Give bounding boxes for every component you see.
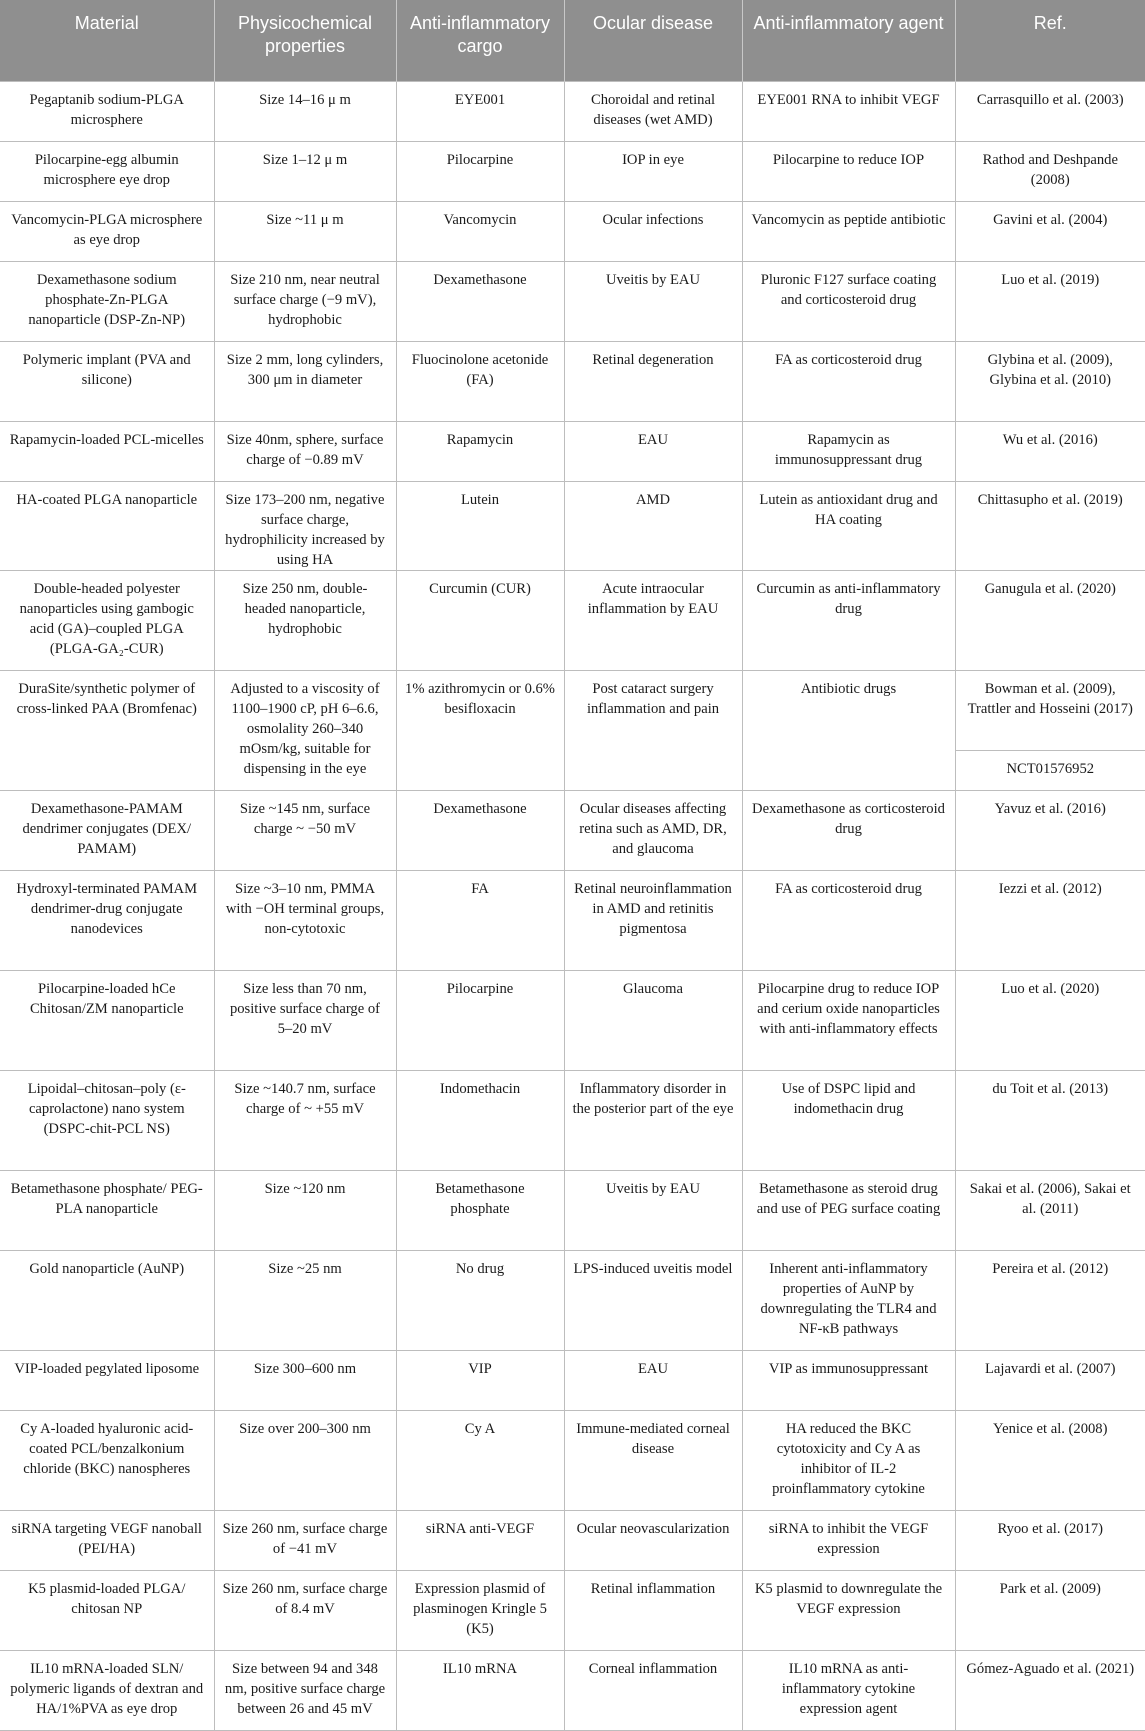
cell-properties: Size ~11 μ m [214,201,396,261]
cell-material: Pegaptanib sodium-PLGA microsphere [0,81,214,141]
table-body [0,81,1145,1730]
cell-material: Cy A-loaded hyaluronic acid-coated PCL/benzalkonium chloride (BKC) nanospheres [0,1410,214,1510]
cell-agent: IL10 mRNA as anti-inflammatory cytokine expression agent [742,1650,955,1730]
cell-agent: Pilocarpine drug to reduce IOP and cerium oxide nanoparticles with anti-inflammatory effects [742,970,955,1070]
cell-ref: Ganugula et al. (2020) [955,570,1145,670]
cell-cargo: Fluocinolone acetonide (FA) [396,341,564,421]
table-row [0,670,1145,750]
cell-disease: Inflammatory disorder in the posterior part of the eye [564,1070,742,1170]
cell-ref: Luo et al. (2020) [955,970,1145,1070]
table-row [0,1570,1145,1650]
column-header-disease: Ocular disease [564,0,742,81]
cell-cargo: Dexamethasone [396,790,564,870]
cell-agent: EYE001 RNA to inhibit VEGF [742,81,955,141]
cell-disease: IOP in eye [564,141,742,201]
cell-cargo: Indomethacin [396,1070,564,1170]
cell-properties: Size 2 mm, long cylinders, 300 μm in diameter [214,341,396,421]
cell-cargo: Expression plasmid of plasminogen Kringle 5 (K5) [396,1570,564,1650]
cell-cargo: Cy A [396,1410,564,1510]
cell-material: DuraSite/synthetic polymer of cross-linked PAA (Bromfenac) [0,670,214,790]
cell-disease: Ocular diseases affecting retina such as AMD, DR, and glaucoma [564,790,742,870]
cell-properties: Size ~3–10 nm, PMMA with −OH terminal groups, non-cytotoxic [214,870,396,970]
cell-material: Rapamycin-loaded PCL-micelles [0,421,214,481]
cell-agent: VIP as immunosuppressant [742,1350,955,1410]
cell-ref-secondary: NCT01576952 [955,750,1145,790]
cell-properties: Size 1–12 μ m [214,141,396,201]
cell-material: Betamethasone phosphate/ PEG-PLA nanoparticle [0,1170,214,1250]
cell-disease: EAU [564,1350,742,1410]
cell-properties: Size ~145 nm, surface charge ~ −50 mV [214,790,396,870]
table-row [0,1070,1145,1170]
cell-properties: Size ~25 nm [214,1250,396,1350]
cell-material: Hydroxyl-terminated PAMAM dendrimer-drug conjugate nanodevices [0,870,214,970]
cell-material: HA-coated PLGA nanoparticle [0,481,214,570]
cell-properties: Size 210 nm, near neutral surface charge (−9 mV), hydrophobic [214,261,396,341]
table-row [0,1510,1145,1570]
cell-material: siRNA targeting VEGF nanoball (PEI/HA) [0,1510,214,1570]
column-header-properties: Physicochemical properties [214,0,396,81]
cell-ref: Bowman et al. (2009), Trattler and Hosseini (2017) [955,670,1145,750]
cell-material: K5 plasmid-loaded PLGA/ chitosan NP [0,1570,214,1650]
table-row [0,341,1145,421]
cell-disease: Retinal inflammation [564,1570,742,1650]
cell-ref: du Toit et al. (2013) [955,1070,1145,1170]
cell-properties: Size over 200–300 nm [214,1410,396,1510]
cell-ref: Wu et al. (2016) [955,421,1145,481]
cell-ref: Carrasquillo et al. (2003) [955,81,1145,141]
header-row [0,0,1145,81]
column-header-ref: Ref. [955,0,1145,81]
cell-ref: Iezzi et al. (2012) [955,870,1145,970]
cell-disease: Post cataract surgery inflammation and pain [564,670,742,790]
cell-ref: Ryoo et al. (2017) [955,1510,1145,1570]
cell-material: VIP-loaded pegylated liposome [0,1350,214,1410]
cell-disease: Retinal neuroinflammation in AMD and retinitis pigmentosa [564,870,742,970]
table-row [0,870,1145,970]
column-header-material: Material [0,0,214,81]
cell-disease: LPS-induced uveitis model [564,1250,742,1350]
cell-disease: EAU [564,421,742,481]
cell-cargo: Betamethasone phosphate [396,1170,564,1250]
table-row [0,141,1145,201]
cell-material: Dexamethasone sodium phosphate-Zn-PLGA nanoparticle (DSP-Zn-NP) [0,261,214,341]
cell-ref: Park et al. (2009) [955,1570,1145,1650]
cell-agent: FA as corticosteroid drug [742,870,955,970]
cell-cargo: Curcumin (CUR) [396,570,564,670]
cell-ref: Glybina et al. (2009), Glybina et al. (2010) [955,341,1145,421]
cell-ref: Pereira et al. (2012) [955,1250,1145,1350]
column-header-cargo: Anti-inflammatory cargo [396,0,564,81]
cell-properties: Size between 94 and 348 nm, positive surface charge between 26 and 45 mV [214,1650,396,1730]
cell-material: Dexamethasone-PAMAM dendrimer conjugates (DEX/ PAMAM) [0,790,214,870]
cell-properties: Size 40nm, sphere, surface charge of −0.89 mV [214,421,396,481]
cell-properties: Size ~140.7 nm, surface charge of ~ +55 mV [214,1070,396,1170]
table-row [0,1250,1145,1350]
cell-agent: Rapamycin as immunosuppressant drug [742,421,955,481]
cell-disease: Ocular neovascularization [564,1510,742,1570]
table-row [0,1170,1145,1250]
table-row [0,1650,1145,1730]
cell-ref: Chittasupho et al. (2019) [955,481,1145,570]
cell-cargo: siRNA anti-VEGF [396,1510,564,1570]
cell-disease: Retinal degeneration [564,341,742,421]
cell-cargo: Vancomycin [396,201,564,261]
cell-disease: Choroidal and retinal diseases (wet AMD) [564,81,742,141]
cell-material: Pilocarpine-loaded hCe Chitosan/ZM nanoparticle [0,970,214,1070]
cell-disease: Uveitis by EAU [564,261,742,341]
cell-agent: siRNA to inhibit the VEGF expression [742,1510,955,1570]
cell-agent: Lutein as antioxidant drug and HA coating [742,481,955,570]
cell-disease: Corneal inflammation [564,1650,742,1730]
cell-ref: Yavuz et al. (2016) [955,790,1145,870]
table-row [0,201,1145,261]
cell-material: Lipoidal–chitosan–poly (ε-caprolactone) nano system (DSPC-chit-PCL NS) [0,1070,214,1170]
cell-disease: Glaucoma [564,970,742,1070]
cell-properties: Size 260 nm, surface charge of 8.4 mV [214,1570,396,1650]
cell-agent: Use of DSPC lipid and indomethacin drug [742,1070,955,1170]
table-row [0,1350,1145,1410]
cell-disease: Ocular infections [564,201,742,261]
table-row [0,1410,1145,1510]
table-row [0,81,1145,141]
table-row [0,790,1145,870]
cell-agent: Dexamethasone as corticosteroid drug [742,790,955,870]
cell-cargo: 1% azithromycin or 0.6% besifloxacin [396,670,564,790]
table-row [0,421,1145,481]
cell-agent: Vancomycin as peptide antibiotic [742,201,955,261]
cell-disease: AMD [564,481,742,570]
cell-agent: FA as corticosteroid drug [742,341,955,421]
cell-cargo: Pilocarpine [396,970,564,1070]
cell-ref: Rathod and Deshpande (2008) [955,141,1145,201]
cell-material: Double-headed polyester nanoparticles using gambogic acid (GA)–coupled PLGA (PLGA-GA₂-CUR) [0,570,214,670]
cell-material: IL10 mRNA-loaded SLN/ polymeric ligands of dextran and HA/1%PVA as eye drop [0,1650,214,1730]
cell-material: Pilocarpine-egg albumin microsphere eye drop [0,141,214,201]
cell-properties: Size 250 nm, double-headed nanoparticle, hydrophobic [214,570,396,670]
cell-cargo: FA [396,870,564,970]
cell-material: Gold nanoparticle (AuNP) [0,1250,214,1350]
cell-disease: Uveitis by EAU [564,1170,742,1250]
cell-disease: Immune-mediated corneal disease [564,1410,742,1510]
table-row [0,261,1145,341]
cell-ref: Gómez-Aguado et al. (2021) [955,1650,1145,1730]
cell-agent: HA reduced the BKC cytotoxicity and Cy A as inhibitor of IL-2 proinflammatory cytokine [742,1410,955,1510]
cell-cargo: Lutein [396,481,564,570]
cell-properties: Size less than 70 nm, positive surface charge of 5–20 mV [214,970,396,1070]
cell-properties: Adjusted to a viscosity of 1100–1900 cP, pH 6–6.6, osmolality 260–340 mOsm/kg, suitable for dispensing in the eye [214,670,396,790]
cell-properties: Size 260 nm, surface charge of −41 mV [214,1510,396,1570]
cell-ref: Yenice et al. (2008) [955,1410,1145,1510]
cell-agent: Pluronic F127 surface coating and corticosteroid drug [742,261,955,341]
cell-cargo: IL10 mRNA [396,1650,564,1730]
cell-properties: Size ~120 nm [214,1170,396,1250]
cell-agent: Betamethasone as steroid drug and use of PEG surface coating [742,1170,955,1250]
cell-properties: Size 14–16 μ m [214,81,396,141]
cell-ref: Gavini et al. (2004) [955,201,1145,261]
cell-cargo: Rapamycin [396,421,564,481]
cell-cargo: Pilocarpine [396,141,564,201]
cell-agent: Inherent anti-inflammatory properties of AuNP by downregulating the TLR4 and NF-κB pathways [742,1250,955,1350]
cell-ref: Sakai et al. (2006), Sakai et al. (2011) [955,1170,1145,1250]
cell-cargo: EYE001 [396,81,564,141]
cell-properties: Size 173–200 nm, negative surface charge, hydrophilicity increased by using HA [214,481,396,570]
cell-agent: K5 plasmid to downregulate the VEGF expression [742,1570,955,1650]
column-header-agent: Anti-inflammatory agent [742,0,955,81]
cell-ref: Lajavardi et al. (2007) [955,1350,1145,1410]
cell-material: Vancomycin-PLGA microsphere as eye drop [0,201,214,261]
cell-cargo: Dexamethasone [396,261,564,341]
cell-properties: Size 300–600 nm [214,1350,396,1410]
cell-cargo: No drug [396,1250,564,1350]
table-row [0,570,1145,670]
cell-ref: Luo et al. (2019) [955,261,1145,341]
table-row [0,481,1145,570]
cell-disease: Acute intraocular inflammation by EAU [564,570,742,670]
cell-material: Polymeric implant (PVA and silicone) [0,341,214,421]
cell-agent: Pilocarpine to reduce IOP [742,141,955,201]
cell-agent: Curcumin as anti-inflammatory drug [742,570,955,670]
cell-agent: Antibiotic drugs [742,670,955,790]
cell-cargo: VIP [396,1350,564,1410]
table-row [0,970,1145,1070]
